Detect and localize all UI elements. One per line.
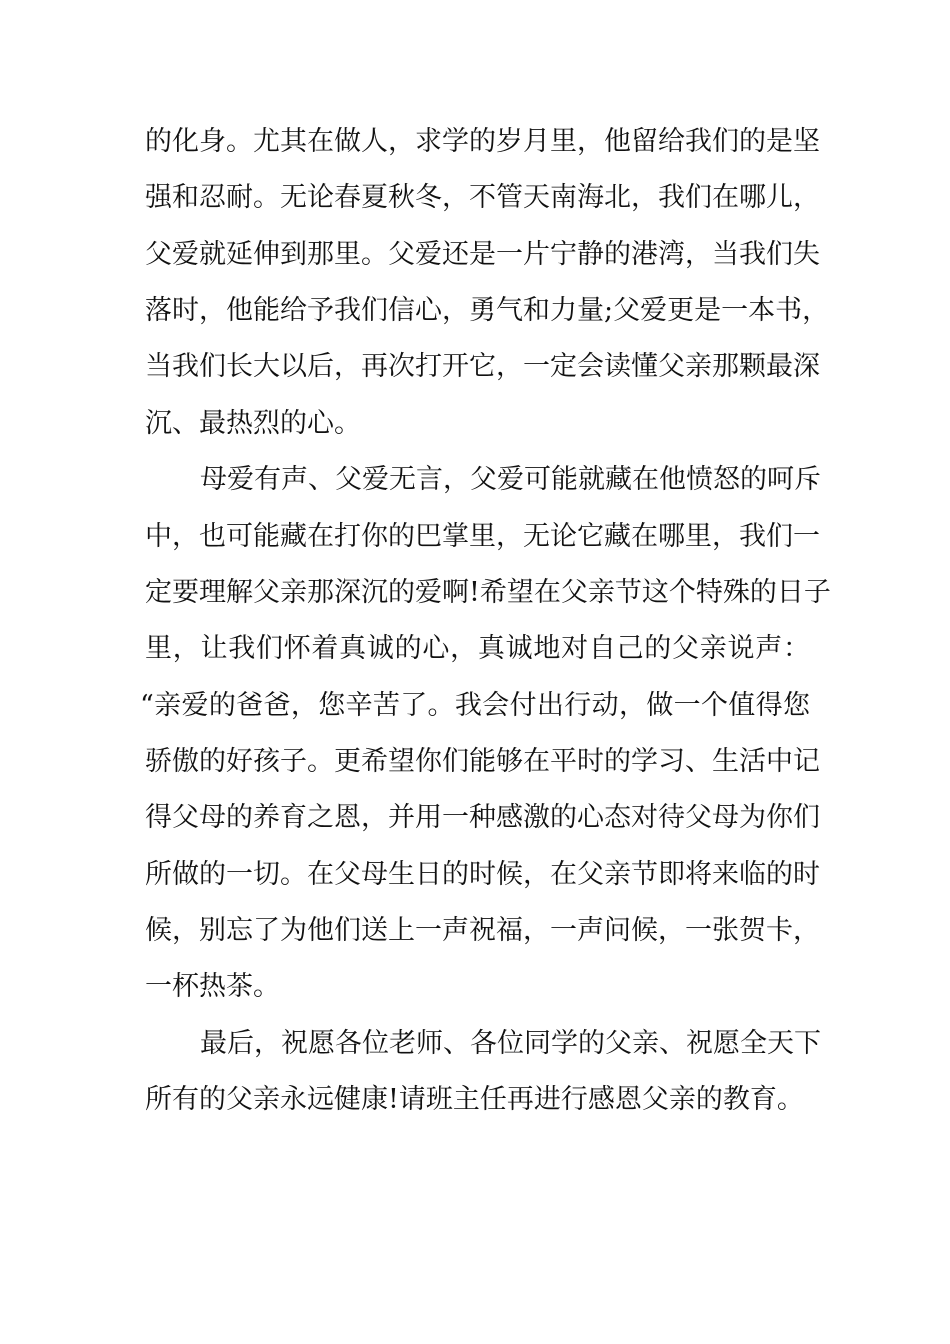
paragraph-line: 候，别忘了为他们送上一声祝福，一声问候，一张贺卡，: [145, 915, 820, 946]
paragraph-line: 所有的父亲永远健康!请班主任再进行感恩父亲的教育。: [145, 1084, 804, 1115]
paragraph-line: 所做的一切。在父母生日的时候，在父亲节即将来临的时: [145, 859, 820, 890]
paragraph-line: 里，让我们怀着真诚的心，真诚地对自己的父亲说声：: [145, 633, 810, 664]
paragraph-line: 当我们长大以后，再次打开它，一定会读懂父亲那颗最深: [145, 351, 820, 382]
paragraph-line: 沉、最热烈的心。: [145, 408, 361, 439]
paragraph-line: 得父母的养育之恩，并用一种感激的心态对待父母为你们: [145, 802, 820, 833]
paragraph-line: 落时，他能给予我们信心，勇气和力量;父爱更是一本书，: [145, 295, 830, 326]
paragraph-line: 父爱就延伸到那里。父爱还是一片宁静的港湾，当我们失: [145, 239, 820, 270]
paragraph-line: 中，也可能藏在打你的巴掌里，无论它藏在哪里，我们一: [145, 521, 820, 552]
paragraph-line: 骄傲的好孩子。更希望你们能够在平时的学习、生活中记: [145, 746, 820, 777]
paragraph-line: 母爱有声、父爱无言，父爱可能就藏在他愤怒的呵斥: [200, 464, 821, 495]
paragraph-line: 的化身。尤其在做人，求学的岁月里，他留给我们的是坚: [145, 126, 820, 157]
paragraph-line: 强和忍耐。无论春夏秋冬，不管天南海北，我们在哪儿，: [145, 182, 820, 213]
paragraph-line: 定要理解父亲那深沉的爱啊!希望在父亲节这个特殊的日子: [145, 577, 831, 608]
paragraph-line: 最后，祝愿各位老师、各位同学的父亲、祝愿全天下: [200, 1028, 821, 1059]
paragraph-line: 一杯热茶。: [145, 971, 280, 1002]
paragraph-line: “亲爱的爸爸，您辛苦了。我会付出行动，做一个值得您: [140, 690, 810, 721]
